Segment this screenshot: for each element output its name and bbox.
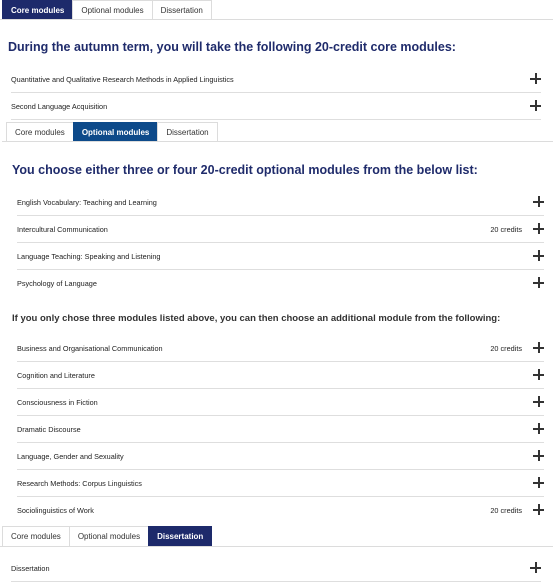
plus-icon[interactable]: [533, 250, 544, 261]
plus-icon[interactable]: [533, 396, 544, 407]
tab-dissertation[interactable]: Dissertation: [148, 526, 212, 546]
tab-optional-modules[interactable]: Optional modules: [73, 122, 159, 142]
tab-optional-modules[interactable]: Optional modules: [69, 526, 149, 546]
module-label: Psychology of Language: [17, 279, 97, 288]
tab-core-modules[interactable]: Core modules: [6, 122, 74, 142]
dissertation-tab-bar: [2, 526, 211, 546]
tab-core-modules[interactable]: Core modules: [2, 0, 73, 20]
module-credits: 20 credits: [490, 225, 522, 234]
optional-content: [2, 141, 553, 527]
module-row[interactable]: [11, 93, 541, 120]
plus-icon[interactable]: [533, 223, 544, 234]
module-label: Quantitative and Qualitative Research Methods in Applied Linguistics: [11, 75, 234, 84]
module-label: Language, Gender and Sexuality: [17, 452, 124, 461]
core-tab-bar: [2, 0, 211, 20]
plus-icon[interactable]: [533, 450, 544, 461]
module-row[interactable]: [17, 470, 544, 497]
tab-optional-modules[interactable]: Optional modules: [72, 0, 152, 20]
module-row[interactable]: [17, 189, 544, 216]
core-modules-panel: [0, 0, 553, 120]
module-row[interactable]: [17, 497, 544, 524]
tab-dissertation[interactable]: Dissertation: [157, 122, 217, 142]
core-heading: During the autumn term, you will take the following 20-credit core modules:: [8, 40, 456, 54]
module-row[interactable]: [11, 66, 541, 93]
optional-tab-bar: [6, 122, 217, 142]
module-label: Language Teaching: Speaking and Listening: [17, 252, 161, 261]
plus-icon[interactable]: [530, 100, 541, 111]
module-row[interactable]: [17, 416, 544, 443]
plus-icon[interactable]: [533, 369, 544, 380]
core-content: [0, 19, 553, 121]
module-label: Dissertation: [11, 564, 50, 573]
module-label: Sociolinguistics of Work: [17, 506, 94, 515]
plus-icon[interactable]: [530, 562, 541, 573]
module-credits: 20 credits: [490, 344, 522, 353]
tab-core-modules[interactable]: Core modules: [2, 526, 70, 546]
optional-modules-panel: [0, 122, 553, 526]
plus-icon[interactable]: [533, 277, 544, 288]
module-label: Business and Organisational Communication: [17, 344, 163, 353]
module-label: Cognition and Literature: [17, 371, 95, 380]
module-label: Consciousness in Fiction: [17, 398, 98, 407]
module-label: Dramatic Discourse: [17, 425, 81, 434]
module-row[interactable]: [17, 335, 544, 362]
plus-icon[interactable]: [533, 342, 544, 353]
module-row[interactable]: [17, 389, 544, 416]
module-label: English Vocabulary: Teaching and Learning: [17, 198, 157, 207]
module-credits: 20 credits: [490, 506, 522, 515]
module-label: Second Language Acquisition: [11, 102, 108, 111]
dissertation-content: [0, 546, 553, 586]
module-row[interactable]: [17, 443, 544, 470]
plus-icon[interactable]: [533, 477, 544, 488]
optional-heading: You choose either three or four 20-credit optional modules from the below list:: [12, 163, 478, 177]
plus-icon[interactable]: [533, 504, 544, 515]
module-label: Research Methods: Corpus Linguistics: [17, 479, 142, 488]
tab-dissertation[interactable]: Dissertation: [152, 0, 212, 20]
module-row[interactable]: [17, 270, 544, 297]
plus-icon[interactable]: [533, 423, 544, 434]
additional-modules-subheading: If you only chose three modules listed above, you can then choose an additional module from the following:: [12, 313, 501, 324]
module-label: Intercultural Communication: [17, 225, 108, 234]
module-row[interactable]: [17, 362, 544, 389]
module-row[interactable]: [17, 243, 544, 270]
module-row[interactable]: [17, 216, 544, 243]
plus-icon[interactable]: [533, 196, 544, 207]
plus-icon[interactable]: [530, 73, 541, 84]
module-row[interactable]: [11, 555, 541, 582]
dissertation-panel: [0, 526, 553, 585]
